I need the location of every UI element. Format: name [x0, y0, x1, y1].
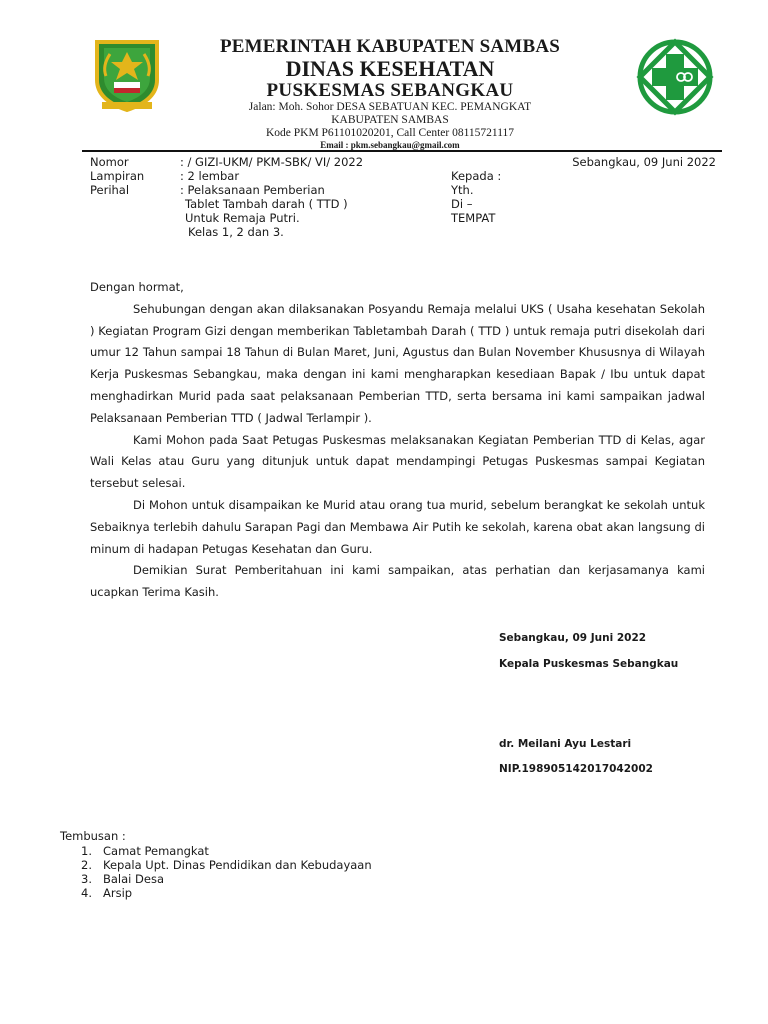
perihal-line-3: Untuk Remaja Putri.	[185, 211, 300, 225]
perihal-line-2: Tablet Tambah darah ( TTD )	[185, 197, 348, 211]
tembusan-item: Balai Desa	[103, 872, 164, 886]
paragraph-1: Sehubungan dengan akan dilaksanakan Posyandu Remaja melalui UKS ( Usaha kesehatan Sekolah ) Kegiatan Program Gizi dengan memberikan Tabletambah Darah ( TTD ) untuk remaja putri disekolah dari umur 12 Tahun sampai 18 Tahun di Bulan Maret, Juni, Agustus dan Bulan November Khususnya di Wilayah Kerja Puskesmas Sebangkau, maka dengan ini kami mengharapkan kesediaan Bapak / Ibu untuk dapat menghadirkan Murid pada saat pelaksanaan Pemberian TTD, serta bersama ini kami sampaikan jadwal Pelaksanaan Pemberian TTD ( Jadwal Terlampir ).	[90, 301, 705, 425]
letterhead	[0, 0, 768, 150]
nomor-label: Nomor	[90, 155, 129, 169]
signature-place-date: Sebangkau, 09 Juni 2022	[499, 632, 647, 644]
perihal-line-4: Kelas 1, 2 dan 3.	[188, 225, 284, 239]
tembusan-item-number: 2.	[81, 858, 92, 872]
perihal-label: Perihal	[90, 183, 130, 197]
paragraph-4: Demikian Surat Pemberitahuan ini kami sampaikan, atas perhatian dan kerjasamanya kami ucapkan Terima Kasih.	[90, 563, 705, 600]
tembusan-item: Kepala Upt. Dinas Pendidikan dan Kebudayaan	[103, 858, 372, 872]
tembusan-item-number: 4.	[81, 886, 92, 900]
signatory-nip: NIP.198905142017042002	[499, 763, 653, 775]
nomor-value: : / GIZI-UKM/ PKM-SBK/ VI/ 2022	[180, 155, 364, 169]
puskesmas-cross-icon	[634, 36, 716, 118]
tembusan-title: Tembusan :	[60, 829, 126, 843]
lampiran-value: : 2 lembar	[180, 169, 240, 183]
tembusan-item-number: 3.	[81, 872, 92, 886]
tembusan-item: Camat Pemangkat	[103, 844, 209, 858]
address-line-2: KABUPATEN SAMBAS	[331, 114, 449, 126]
letterhead-divider	[82, 150, 722, 152]
paragraph-3: Di Mohon untuk disampaikan ke Murid atau orang tua murid, sebelum berangkat ke sekolah untuk Sebaiknya terlebih dahulu Sarapan Pagi dan Membawa Air Putih ke sekolah, karena obat akan langsung di minum di hadapan Petugas Kesehatan dan Guru.	[90, 497, 705, 556]
address-line-1: Jalan: Moh. Sohor DESA SEBATUAN KEC. PEMANGKAT	[248, 101, 532, 113]
address-line-3: Kode PKM P61101020201, Call Center 08115721117	[265, 127, 515, 139]
place-date: Sebangkau, 09 Juni 2022	[572, 155, 716, 169]
perihal-line-1: : Pelaksanaan Pemberian	[180, 183, 325, 197]
paragraph-2: Kami Mohon pada Saat Petugas Puskesmas melaksanakan Kegiatan Pemberian TTD di Kelas, agar Wali Kelas atau Guru yang ditunjuk untuk dapat mendampingi Petugas Puskesmas sampai Kegiatan tersebut selesai.	[90, 432, 705, 491]
signature-position: Kepala Puskesmas Sebangkau	[499, 658, 679, 670]
tempat-label: TEMPAT	[451, 211, 496, 225]
department-name: DINAS KESEHATAN	[285, 56, 495, 81]
yth-label: Yth.	[451, 183, 474, 197]
tembusan-item: Arsip	[103, 886, 133, 900]
tembusan-item-number: 1.	[81, 844, 92, 858]
institution-name: PUSKESMAS SEBANGKAU	[266, 80, 514, 101]
email-line: Email : pkm.sebangkau@gmail.com	[320, 140, 460, 150]
letter-body	[90, 277, 705, 604]
kepada-label: Kepada :	[451, 169, 502, 183]
lampiran-label: Lampiran	[90, 169, 145, 183]
kabupaten-sambas-crest-icon	[92, 36, 162, 112]
salutation: Dengan hormat,	[90, 280, 184, 294]
government-name: PEMERINTAH KABUPATEN SAMBAS	[219, 36, 561, 57]
di-label: Di –	[451, 197, 473, 211]
signatory-name: dr. Meilani Ayu Lestari	[499, 738, 632, 750]
